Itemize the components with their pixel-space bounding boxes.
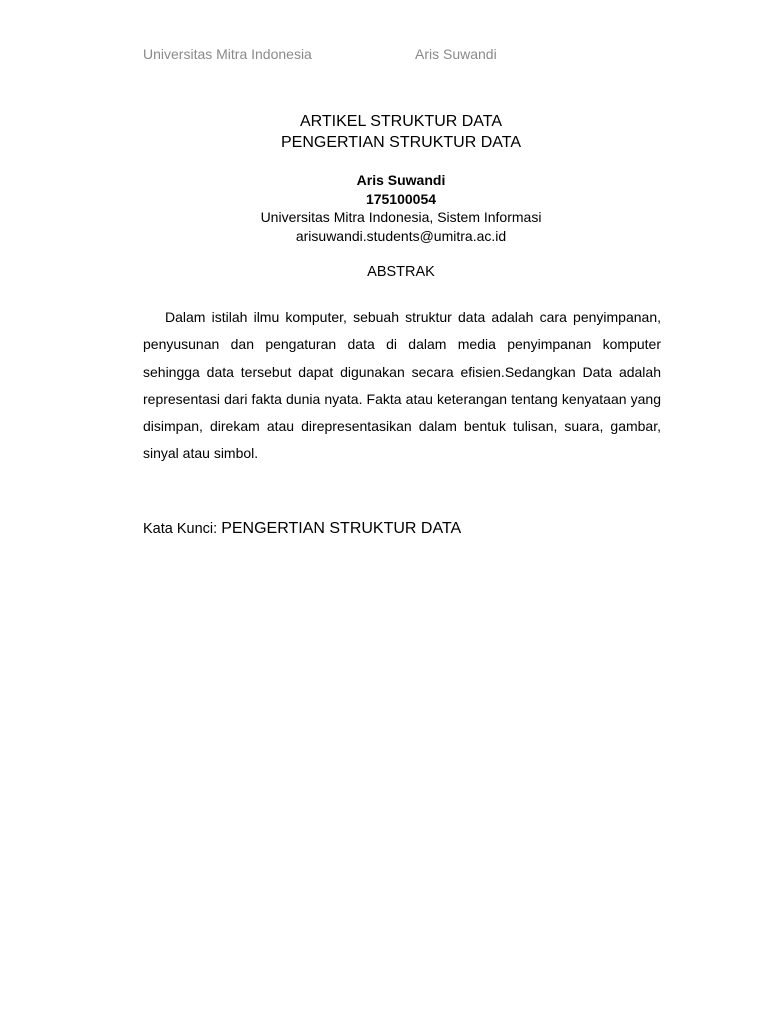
title-line-1: ARTIKEL STRUKTUR DATA bbox=[299, 113, 503, 130]
author-email: arisuwandi.students@umitra.ac.id bbox=[295, 227, 507, 244]
author-affiliation: Universitas Mitra Indonesia, Sistem Informasi bbox=[260, 209, 542, 225]
header-institution: Universitas Mitra Indonesia bbox=[143, 46, 312, 62]
author-name: Aris Suwandi bbox=[356, 172, 446, 188]
running-header bbox=[143, 46, 663, 66]
keywords-value: PENGERTIAN STRUKTUR DATA bbox=[221, 520, 462, 537]
abstract-body: Dalam istilah ilmu komputer, sebuah struktur data adalah cara penyimpanan, penyusunan dan pengaturan data di dalam media penyimpanan komputer sehingga data tersebut dapat digunakan secara efisien.Sedangkan Data adalah representasi dari fakta dunia nyata. Fakta atau keterangan tentang kenyataan yang disimpan, direkam atau direpresentasikan dalam bentuk tulisan, suara, gambar, sinyal atau simbol. bbox=[143, 309, 661, 462]
header-author: Aris Suwandi bbox=[415, 46, 497, 62]
author-id: 175100054 bbox=[365, 190, 437, 207]
title-line-2: PENGERTIAN STRUKTUR DATA bbox=[280, 134, 522, 151]
article-title bbox=[0, 111, 768, 153]
keywords-label: Kata Kunci: bbox=[143, 521, 218, 537]
author-block bbox=[0, 171, 768, 245]
keywords bbox=[143, 519, 663, 539]
abstract-heading: ABSTRAK bbox=[367, 264, 435, 280]
